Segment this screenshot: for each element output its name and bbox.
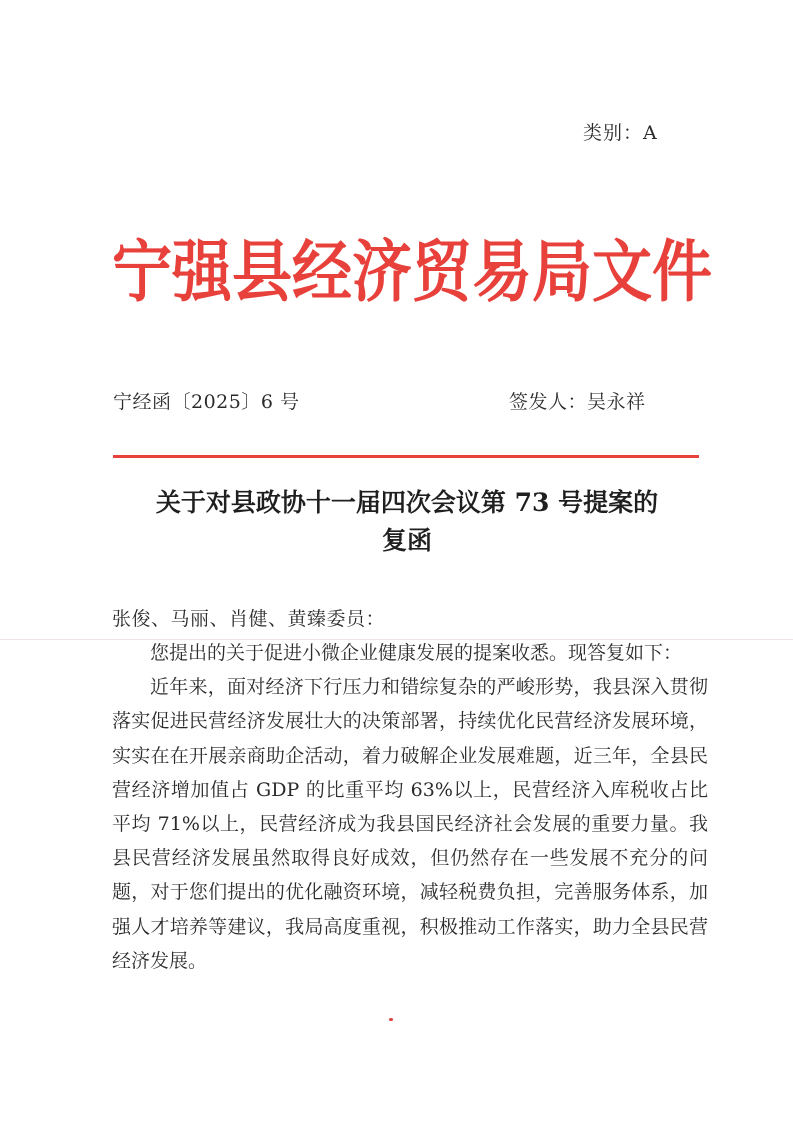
category-label: 类别：A [583, 122, 658, 144]
scan-speck [389, 1018, 393, 1021]
body-text [112, 636, 708, 978]
body-paragraph: 您提出的关于促进小微企业健康发展的提案收悉。现答复如下： [150, 642, 683, 664]
issuer-signature: 签发人：吴永祥 [509, 391, 646, 413]
header-divider [113, 455, 699, 458]
body-paragraph: 近年来，面对经济下行压力和错综复杂的严峻形势，我县深入贯彻落实促进民营经济发展壮大的决策部署，持续优化民营经济发展环境，实实在在开展亲商助企活动，着力破解企业发展难题，近三年，全县民营经济增加值占 GDP 的比重平均 63%以上，民营经济入库税收占比平均 71%以上，民营经济成为我县国民经济社会发展的重要力量。我县民营经济发展虽然取得良好成效，但仍然存在一些发展不充分的问题，对于您们提出的优化融资环境，减轻税费负担，完善服务体系，加强人才培养等建议，我局高度重视，积极推动工作落实，助力全县民营经济发展。 [112, 676, 708, 972]
document-title-line-2: 复函 [381, 526, 432, 555]
issuing-organization-header: 宁强县经济贸易局文件 [112, 233, 712, 312]
document-title [100, 484, 714, 560]
salutation: 张俊、马丽、肖健、黄臻委员： [112, 608, 386, 630]
document-number: 宁经函〔2025〕6 号 [113, 391, 300, 413]
document-title-line-1: 关于对县政协十一届四次会议第 73 号提案的 [155, 488, 659, 517]
